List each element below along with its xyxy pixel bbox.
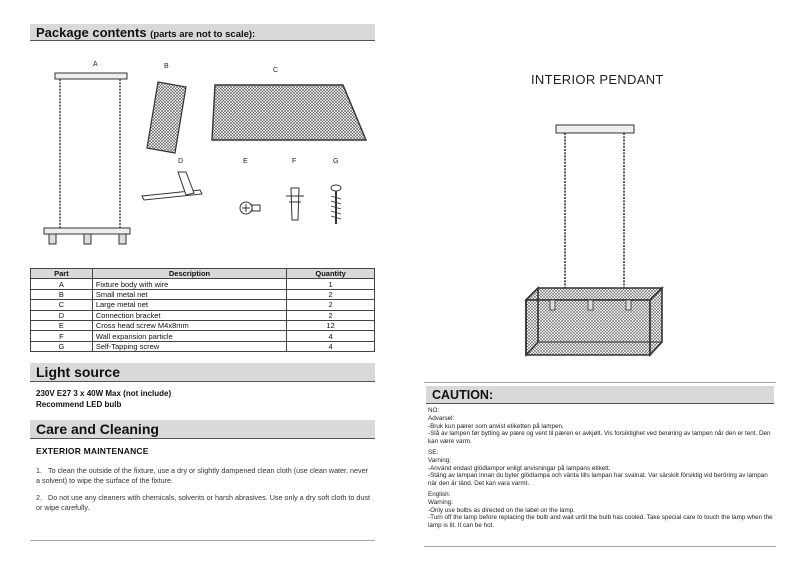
part-letter-f: F bbox=[292, 158, 297, 165]
part-c-large-net bbox=[212, 85, 366, 140]
table-row bbox=[31, 320, 375, 330]
caution-text-block bbox=[428, 407, 778, 530]
caution-en-warning: Warning: bbox=[428, 498, 453, 506]
caution-se-line-2: -Stäng av lampan innan du byter glödlampa och vänta tills lampan har svalnat. Var särskilt försiktig vid beröring av lampan när den är tänd. Det kan vara varmt. bbox=[428, 472, 768, 488]
care-item-text: To clean the outside of the fixture, use a dry or slightly dampened clean cloth (use clean water, never a solvent) to wipe the surface of the fixture. bbox=[36, 466, 369, 485]
col-header-description: Description bbox=[92, 269, 286, 279]
cell-part: A bbox=[31, 279, 93, 289]
part-letter-e: E bbox=[243, 158, 248, 165]
part-g-tapping-screw bbox=[331, 185, 341, 224]
parts-table bbox=[30, 268, 375, 352]
caution-se-line-1: -Använd endast glödlampor enligt anvisningar på lampans etikett. bbox=[428, 464, 611, 472]
package-contents-title: Package contents bbox=[36, 25, 147, 40]
table-row bbox=[31, 300, 375, 310]
cell-part: F bbox=[31, 331, 93, 341]
table-row bbox=[31, 341, 375, 351]
cell-part: E bbox=[31, 320, 93, 330]
part-e-screw bbox=[240, 202, 260, 214]
care-item-number: 1. bbox=[36, 466, 42, 475]
light-source-title: Light source bbox=[30, 363, 375, 382]
table-row bbox=[31, 279, 375, 289]
table-row bbox=[31, 310, 375, 320]
part-letter-a: A bbox=[93, 61, 98, 68]
cell-description: Large metal net bbox=[92, 300, 286, 310]
caution-se-label: SE: bbox=[428, 448, 439, 456]
part-letter-g: G bbox=[333, 158, 339, 165]
cell-description: Wall expansion particle bbox=[92, 331, 286, 341]
right-page bbox=[400, 0, 800, 565]
caution-no-label: NO: bbox=[428, 407, 440, 414]
care-subheading: EXTERIOR MAINTENANCE bbox=[36, 446, 149, 456]
caution-en-line-2: -Turn off the lamp before replacing the bulb and wait until the bulb has cooled. Take special care to touch the lamp when the lamp is lit. It can be hot. bbox=[428, 514, 773, 530]
care-item-1 bbox=[36, 466, 371, 485]
cell-quantity: 2 bbox=[287, 300, 375, 310]
parts-table-header-row bbox=[31, 269, 375, 279]
caution-se-warning: Varning: bbox=[428, 456, 451, 464]
cell-description: Connection bracket bbox=[92, 310, 286, 320]
care-item-2 bbox=[36, 493, 371, 512]
light-source-recommend: Recommend LED bulb bbox=[36, 400, 122, 409]
care-item-text: Do not use any cleaners with chemicals, solvents or harsh abrasives. Use only a dry soft cloth to dust or wipe carefully. bbox=[36, 493, 370, 512]
care-title: Care and Cleaning bbox=[30, 420, 375, 439]
part-a-fixture-body bbox=[44, 73, 130, 244]
caution-no-line-2: -Slå av lampen før bytting av pære og vent til pæren er avkjølt. Vis forsiktighet ved berøring av lampen når den er tent. Den kan være varm. bbox=[428, 430, 771, 446]
care-item-number: 2. bbox=[36, 493, 42, 502]
cell-quantity: 4 bbox=[287, 341, 375, 351]
table-row bbox=[31, 331, 375, 341]
cell-description: Small metal net bbox=[92, 289, 286, 299]
cell-quantity: 2 bbox=[287, 289, 375, 299]
cell-part: D bbox=[31, 310, 93, 320]
part-letter-b: B bbox=[164, 63, 169, 70]
cell-description: Self-Tapping screw bbox=[92, 341, 286, 351]
cell-description: Fixture body with wire bbox=[92, 279, 286, 289]
cell-quantity: 4 bbox=[287, 331, 375, 341]
caution-en-line-1: -Only use bulbs as directed on the label on the lamp. bbox=[428, 506, 576, 514]
cell-part: C bbox=[31, 300, 93, 310]
ceiling-canopy bbox=[556, 125, 634, 133]
table-row bbox=[31, 289, 375, 299]
cell-quantity: 12 bbox=[287, 320, 375, 330]
pendant-illustration bbox=[400, 0, 800, 380]
part-f-wall-plug bbox=[286, 188, 304, 220]
caution-en-label: English: bbox=[428, 490, 451, 498]
part-letter-c: C bbox=[273, 67, 279, 74]
cell-quantity: 1 bbox=[287, 279, 375, 289]
part-b-small-net bbox=[147, 82, 186, 153]
caution-bottom-divider bbox=[424, 546, 776, 547]
part-d-bracket bbox=[142, 172, 202, 200]
part-letter-d: D bbox=[178, 158, 184, 165]
light-source-spec: 230V E27 3 x 40W Max (not include) bbox=[36, 389, 172, 398]
cell-quantity: 2 bbox=[287, 310, 375, 320]
cell-part: B bbox=[31, 289, 93, 299]
caution-title: CAUTION: bbox=[426, 386, 774, 404]
product-title: INTERIOR PENDANT bbox=[531, 72, 664, 87]
caution-no-warning: Advarsel: bbox=[428, 414, 455, 422]
cell-description: Cross head screw M4x8mm bbox=[92, 320, 286, 330]
pendant-cage bbox=[526, 288, 662, 355]
caution-top-divider bbox=[424, 382, 776, 383]
col-header-part: Part bbox=[31, 269, 93, 279]
caution-no-line-1: -Bruk kun pærer som anvist etiketten på lampen. bbox=[428, 422, 564, 430]
col-header-quantity: Quantity bbox=[287, 269, 375, 279]
bottom-divider bbox=[30, 540, 375, 541]
parts-illustration bbox=[0, 0, 400, 265]
cell-part: G bbox=[31, 341, 93, 351]
package-contents-note: (parts are not to scale): bbox=[150, 29, 256, 40]
